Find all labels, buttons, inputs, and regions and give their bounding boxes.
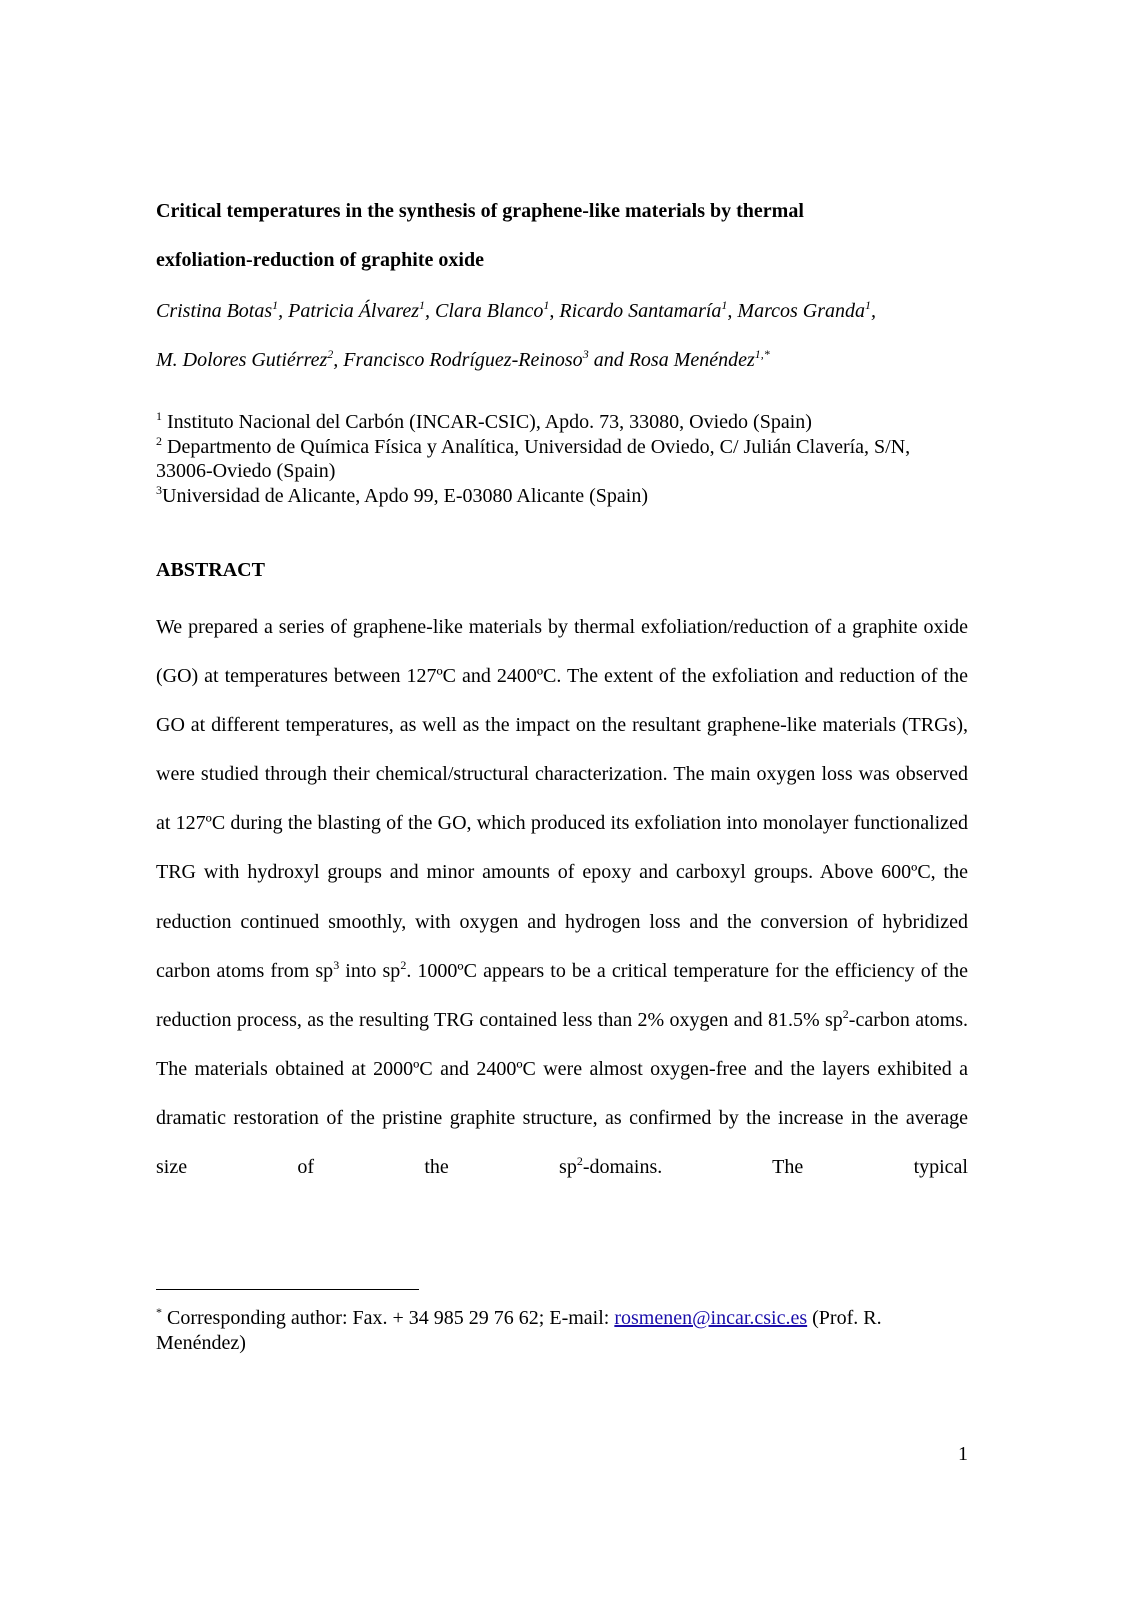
footnote-separator	[156, 1289, 419, 1290]
abstract-superscript: 2	[842, 1006, 849, 1021]
author-separator: and	[588, 349, 629, 371]
author-separator: ,	[727, 300, 738, 322]
author-affiliation-marker: 1	[543, 298, 550, 312]
author-affiliation-marker: 1,*	[754, 347, 770, 361]
affiliation-text: Universidad de Alicante, Apdo 99, E-03080 Alicante (Spain)	[162, 484, 649, 507]
abstract-text: -domains. The typical	[582, 1156, 968, 1179]
author-separator: ,	[278, 300, 289, 322]
author-affiliation-marker: 1	[865, 298, 872, 312]
author-name: Clara Blanco	[435, 300, 544, 322]
author-name: Francisco Rodríguez-Reinoso	[343, 349, 583, 371]
author-name: Marcos Granda	[737, 300, 866, 322]
affiliation-text: Departmento de Química Física y Analítica, Universidad de Oviedo, C/ Julián Clavería, S/N, 33006-Oviedo (Spain)	[156, 435, 911, 482]
title-line-2: exfoliation-reduction of graphite oxide	[156, 249, 484, 271]
abstract-superscript: 2	[576, 1154, 583, 1169]
author-line-1	[156, 287, 968, 336]
abstract-text: into sp	[339, 959, 401, 982]
author-name: Rosa Menéndez	[628, 349, 755, 371]
footnote-text: Corresponding author: Fax. + 34 985 29 76 62; E-mail:	[162, 1307, 615, 1329]
paper-title	[156, 187, 968, 285]
abstract-heading: ABSTRACT	[156, 559, 265, 581]
author-affiliation-marker: 1	[419, 298, 426, 312]
author-separator: ,	[549, 300, 560, 322]
footnote-text: (Prof. R. Menéndez)	[156, 1307, 882, 1354]
author-name: Patricia Álvarez	[288, 300, 420, 322]
email-link[interactable]: rosmenen@incar.csic.es	[614, 1307, 808, 1329]
affiliation-item	[156, 410, 968, 435]
author-line-2	[156, 336, 968, 385]
abstract-body	[156, 603, 968, 1192]
affiliation-marker: 2	[156, 433, 162, 448]
author-separator: ,	[871, 300, 877, 322]
author-separator: ,	[425, 300, 436, 322]
author-name: Cristina Botas	[156, 300, 273, 322]
affiliation-marker: 3	[156, 482, 162, 497]
footnote-marker: *	[156, 1305, 162, 1319]
affiliation-item	[156, 435, 968, 484]
abstract-superscript: 2	[400, 957, 407, 972]
affiliation-marker: 1	[156, 409, 162, 423]
author-name: Ricardo Santamaría	[559, 300, 722, 322]
abstract-text: We prepared a series of graphene-like materials by thermal exfoliation/reduction of a graphite oxide (GO) at temperatures between 127ºC and 2400ºC. The extent of the exfoliation and reduction of the GO at different temperatures, as well as the impact on the resultant graphene-like materials (TRGs), were studied through their chemical/structural characterization. The main oxygen loss was observed at 127ºC during the blasting of the GO, which produced its exfoliation into monolayer functionalized TRG with hydroxyl groups and minor amounts of epoxy and carboxyl groups. Above 600ºC, the reduction continued smoothly, with oxygen and hydrogen loss and the conversion of hybridized carbon atoms from sp	[156, 616, 968, 982]
abstract-text: . 1000ºC appears to be a critical temperature for the efficiency of the reduction process, as the resulting TRG contained less than 2% oxygen and 81.5% sp	[156, 959, 968, 1031]
abstract-text: -carbon atoms. The materials obtained at 2000ºC and 2400ºC were almost oxygen-free and the layers exhibited a dramatic restoration of the pristine graphite structure, as confirmed by the increase in the average size of the sp	[156, 1008, 968, 1179]
author-affiliation-marker: 3	[582, 347, 589, 361]
author-separator: ,	[333, 349, 344, 371]
author-affiliation-marker: 2	[327, 347, 334, 361]
footnote	[156, 1306, 968, 1355]
affiliation-list	[156, 410, 968, 508]
author-affiliation-marker: 1	[272, 298, 279, 312]
abstract-superscript: 3	[333, 957, 340, 972]
author-name: M. Dolores Gutiérrez	[156, 349, 328, 371]
author-affiliation-marker: 1	[721, 298, 728, 312]
affiliation-text: Instituto Nacional del Carbón (INCAR-CSIC), Apdo. 73, 33080, Oviedo (Spain)	[162, 411, 812, 433]
page-number: 1	[958, 1443, 968, 1465]
author-list	[156, 287, 968, 385]
affiliation-item	[156, 484, 968, 509]
title-line-1: Critical temperatures in the synthesis of graphene-like materials by thermal	[156, 200, 804, 222]
